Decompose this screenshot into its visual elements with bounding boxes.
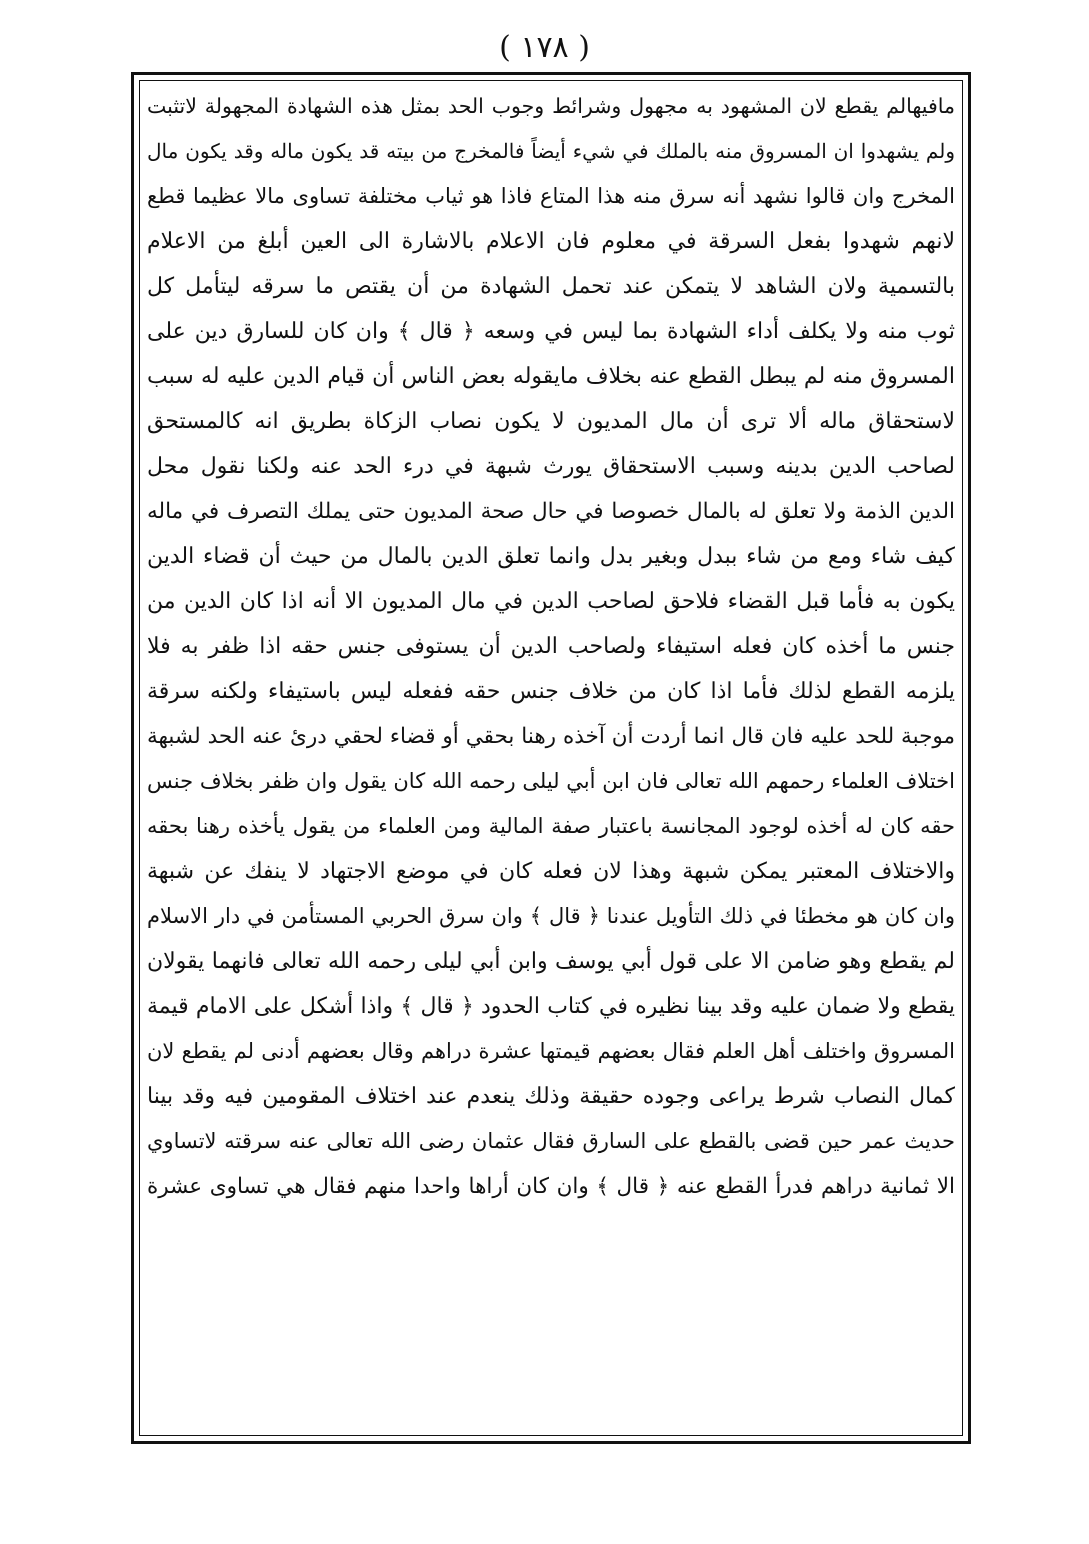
text-line: الا ثمانية دراهم فدرأ القطع عنه ﴿ قال ﴾ وان كان أراها واحدا منهم فقال هي تساوى عشرة — [147, 1174, 955, 1199]
text-line: المخرج وان قالوا نشهد أنه سرق منه هذا المتاع فاذا هو ثياب مختلفة تساوى مالا عظيما قطع — [147, 184, 955, 208]
text-line: المسروق منه لم يبطل القطع عنه بخلاف مايقوله بعض الناس أن قيام الدين عليه له سبب — [147, 364, 955, 389]
text-line: يكون به فأما قبل القضاء فلاحق لصاحب الدين في مال المديون الا أنه اذا كان الدين من — [147, 589, 955, 614]
text-line: المسروق واختلف أهل العلم فقال بعضهم قيمتها عشرة دراهم وقال بعضهم أدنى لم يقطع لان — [147, 1039, 955, 1063]
text-line: كمال النصاب شرط يراعى وجوده حقيقة وذلك ينعدم عند اختلاف المقومين فيه وقد بينا — [147, 1084, 955, 1109]
text-line: لصاحب الدين بدينه وسبب الاستحقاق يورث شبهة في درء الحد عنه ولكنا نقول محل — [147, 454, 955, 479]
text-block — [147, 84, 955, 1428]
text-line: مافيهالم يقطع لان المشهود به مجهول وشرائط وجوب الحد بمثل هذه الشهادة المجهولة لاتثبت — [147, 94, 955, 118]
text-line: يقطع ولا ضمان عليه وقد بينا نظيره في كتاب الحدود ﴿ قال ﴾ واذا أشكل على الامام قيمة — [147, 994, 955, 1019]
text-line: حقه كان له أخذه لوجود المجانسة باعتبار صفة المالية ومن العلماء من يقول يأخذه رهنا بحقه — [147, 814, 955, 838]
text-line: يلزمه القطع لذلك فأما اذا كان من خلاف جنس حقه ففعله ليس باستيفاء ولكنه سرقة — [147, 679, 955, 704]
text-line: موجبة للحد عليه فان قال انما أردت أن آخذه رهنا بحقي أو قضاء لحقي درئ عنه الحد لشبهة — [147, 724, 955, 749]
text-line: كيف شاء ومع من شاء ببدل وبغير بدل وانما تعلق الدين بالمال من حيث أن قضاء الدين — [147, 544, 955, 569]
text-line: ثوب منه ولا يكلف أداء الشهادة بما ليس في وسعه ﴿ قال ﴾ وان كان للسارق دين على — [147, 319, 955, 344]
text-line: اختلاف العلماء رحمهم الله تعالى فان ابن أبي ليلى رحمه الله كان يقول وان ظفر بخلاف جنس — [147, 769, 955, 793]
text-line: والاختلاف المعتبر يمكن شبهة وهذا لان فعله كان في موضع الاجتهاد لا ينفك عن شبهة — [147, 859, 955, 884]
text-line: ولم يشهدوا ان المسروق منه بالملك في شيء أيضاً فالمخرج من بيته قد يكون ماله وقد يكون مال — [147, 139, 955, 163]
text-line: حديث عمر حين قضى بالقطع على السارق فقال عثمان رضى الله تعالى عنه سرقته لاتساوي — [147, 1129, 955, 1153]
text-line: جنس ما أخذه كان فعله استيفاء ولصاحب الدين أن يستوفى جنس حقه اذا ظفر به فلا — [147, 634, 955, 659]
text-line: لاستحقاق ماله ألا ترى أن مال المديون لا يكون نصاب الزكاة بطريق انه كالمستحق — [147, 409, 955, 434]
page-number: ( ١٧٨ ) — [499, 30, 590, 65]
text-line: الدين الذمة ولا تعلق له بالمال خصوصا في حال صحة المديون حتى يملك التصرف في ماله — [147, 499, 955, 524]
text-line: لانهم شهدوا بفعل السرقة في معلوم فان الاعلام بالاشارة الى العين أبلغ من الاعلام — [147, 229, 955, 254]
text-line: وان كان هو مخطئا في ذلك التأويل عندنا ﴿ قال ﴾ وان سرق الحربي المستأمن في دار الاسلام — [147, 904, 955, 928]
text-line: لم يقطع وهو ضامن الا على قول أبي يوسف وابن أبي ليلى رحمه الله تعالى فانهما يقولان — [147, 949, 955, 974]
text-line: بالتسمية ولان الشاهد لا يتمكن عند تحمل الشهادة من أن يقتص ما سرقه ليتأمل كل — [147, 274, 955, 299]
